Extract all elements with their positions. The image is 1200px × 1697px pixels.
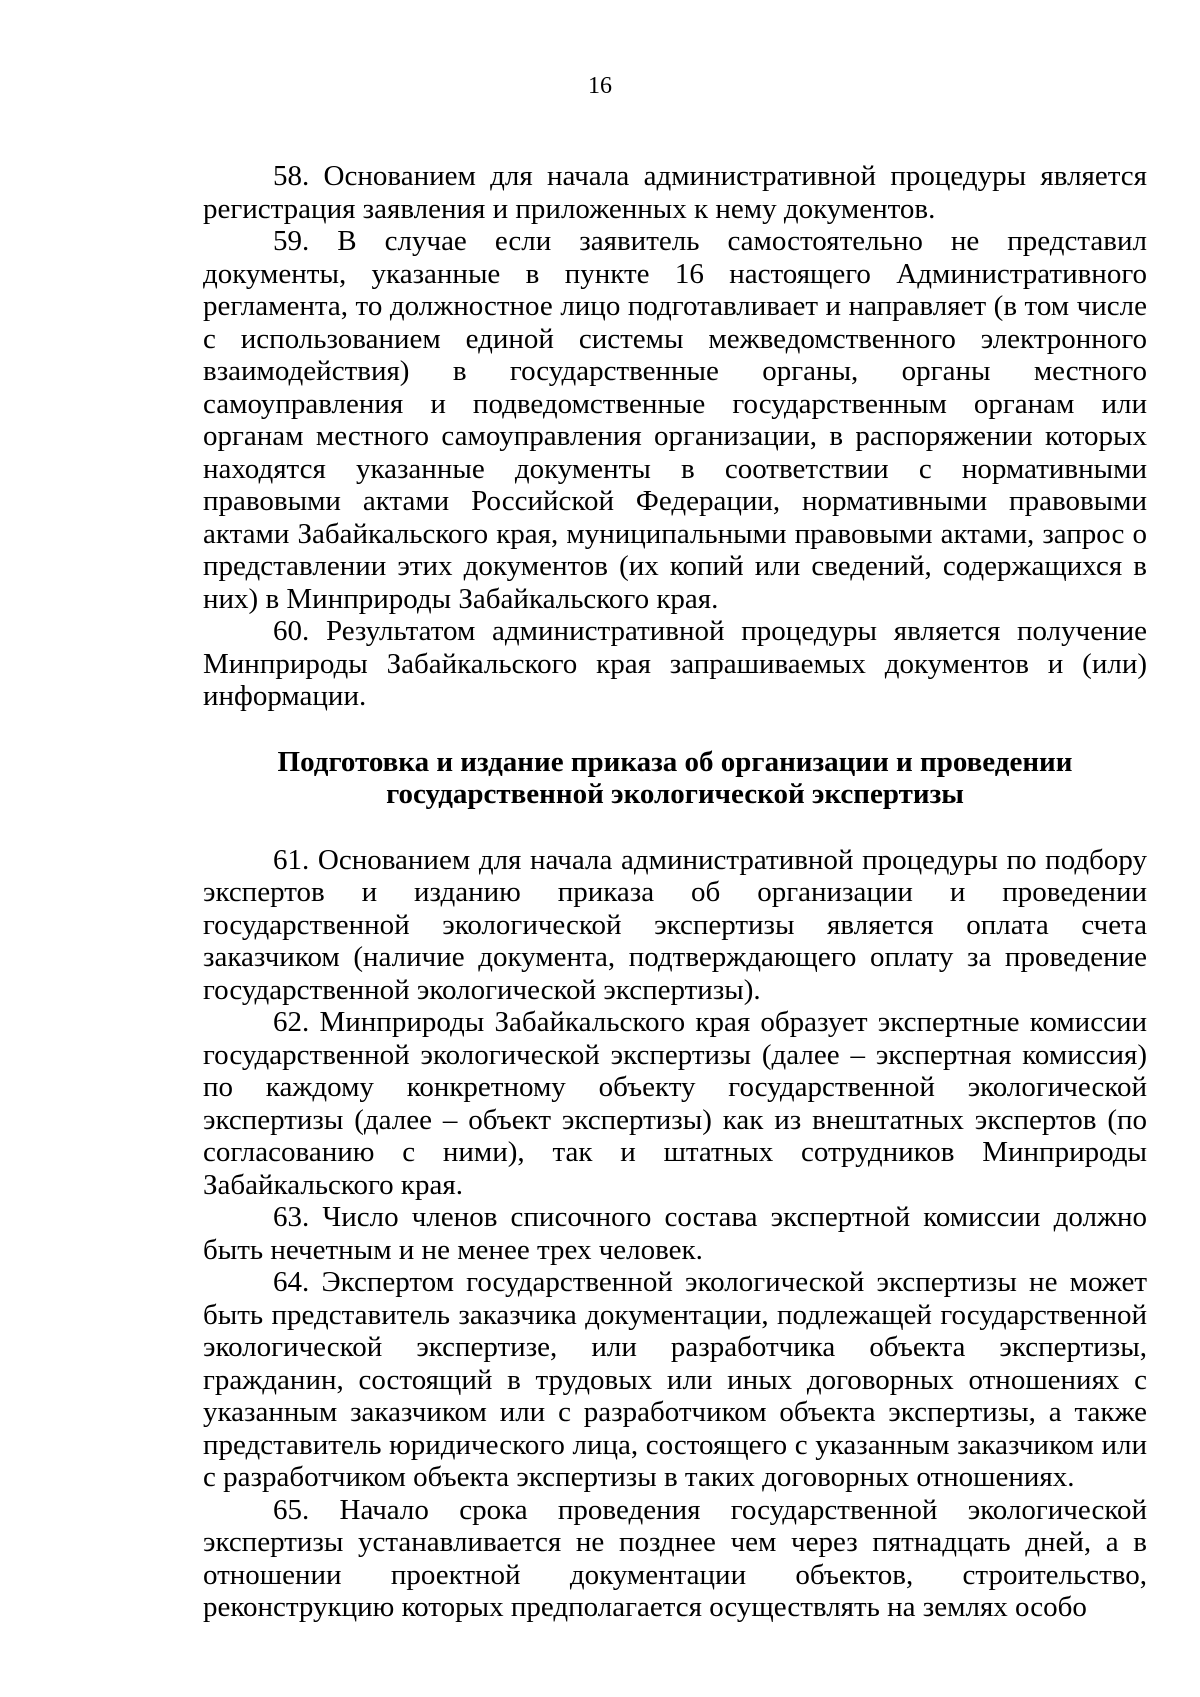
paragraph-62: 62. Минприроды Забайкальского края образует экспертные комиссии государственной экологической экспертизы (далее – экспертная комиссия) по каждому конкретному объекту государственной экологической экспертизы (далее – объект экспертизы) как из внештатных экспертов (по согласованию с ними), так и штатных сотрудников Минприроды Забайкальского края. [203, 1006, 1147, 1201]
document-body [203, 160, 1147, 1624]
paragraph-64: 64. Экспертом государственной экологической экспертизы не может быть представитель заказчика документации, подлежащей государственной экологической экспертизе, или разработчика объекта экспертизы, гражданин, состоящий в трудовых или иных договорных отношениях с указанным заказчиком или с разработчиком объекта экспертизы, а также представитель юридического лица, состоящего с указанным заказчиком или с разработчиком объекта экспертизы в таких договорных отношениях. [203, 1266, 1147, 1493]
paragraph-61: 61. Основанием для начала административной процедуры по подбору экспертов и изданию приказа об организации и проведении государственной экологической экспертизы является оплата счета заказчиком (наличие документа, подтверждающего оплату за проведение государственной экологической экспертизы). [203, 843, 1147, 1006]
paragraph-65: 65. Начало срока проведения государственной экологической экспертизы устанавливается не позднее чем через пятнадцать дней, а в отношении проектной документации объектов, строительство, реконструкцию которых предполагается осуществлять на землях особо [203, 1493, 1147, 1623]
paragraph-63: 63. Число членов списочного состава экспертной комиссии должно быть нечетным и не менее трех человек. [203, 1201, 1147, 1266]
section-heading-line-2: государственной экологической экспертизы [386, 778, 964, 810]
section-heading-line-1: Подготовка и издание приказа об организации и проведении [277, 745, 1073, 778]
section-heading [203, 746, 1147, 811]
paragraph-58: 58. Основанием для начала административной процедуры является регистрация заявления и приложенных к нему документов. [203, 160, 1147, 225]
paragraph-60: 60. Результатом административной процедуры является получение Минприроды Забайкальского края запрашиваемых документов и (или) информации. [203, 615, 1147, 712]
paragraph-59: 59. В случае если заявитель самостоятельно не представил документы, указанные в пункте 16 настоящего Административного регламента, то должностное лицо подготавливает и направляет (в том числе с использованием единой системы межведомственного электронного взаимодействия) в государственные органы, органы местного самоуправления и подведомственные государственным органам или органам местного самоуправления организации, в распоряжении которых находятся указанные документы в соответствии с нормативными правовыми актами Российской Федерации, нормативными правовыми актами Забайкальского края, муниципальными правовыми актами, запрос о представлении этих документов (их копий или сведений, содержащихся в них) в Минприроды Забайкальского края. [203, 225, 1147, 615]
page-number: 16 [588, 73, 612, 99]
